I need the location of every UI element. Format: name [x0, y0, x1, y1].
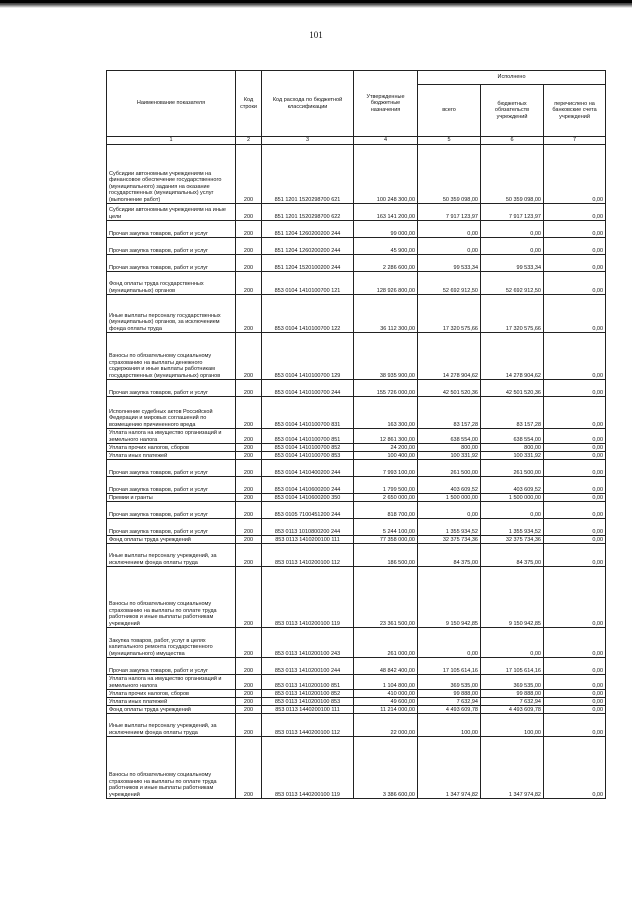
- row-approved-cell: 22 000,00: [354, 714, 418, 737]
- row-code-cell: 853 0113 1010800200 244: [262, 519, 354, 536]
- row-transferred-cell: 0,00: [544, 477, 606, 494]
- table-row: [107, 737, 606, 799]
- table-row: [107, 567, 606, 628]
- row-obligations-cell: 100,00: [481, 714, 544, 737]
- row-obligations-cell: 369 535,00: [481, 675, 544, 690]
- row-total-cell: 99 888,00: [418, 690, 481, 698]
- row-total-cell: 0,00: [418, 502, 481, 519]
- row-code-cell: 853 0113 1440200100 112: [262, 714, 354, 737]
- row-transferred-cell: 0,00: [544, 221, 606, 238]
- row-total-cell: 1 500 000,00: [418, 494, 481, 502]
- row-transferred-cell: 0,00: [544, 460, 606, 477]
- row-total-cell: 261 500,00: [418, 460, 481, 477]
- row-total-cell: 99 533,34: [418, 255, 481, 272]
- row-approved-cell: 36 112 300,00: [354, 295, 418, 333]
- row-approved-cell: 77 358 000,00: [354, 536, 418, 544]
- table-row: [107, 333, 606, 380]
- row-name-cell: Уплата иных платежей: [107, 698, 236, 706]
- row-obligations-cell: 0,00: [481, 628, 544, 658]
- row-transferred-cell: 0,00: [544, 494, 606, 502]
- row-transferred-cell: 0,00: [544, 272, 606, 295]
- row-line-cell: 200: [236, 429, 262, 444]
- row-obligations-cell: 99 888,00: [481, 690, 544, 698]
- row-obligations-cell: 83 157,28: [481, 397, 544, 429]
- row-line-cell: 200: [236, 706, 262, 714]
- row-transferred-cell: 0,00: [544, 536, 606, 544]
- row-obligations-cell: 17 105 614,16: [481, 658, 544, 675]
- row-approved-cell: 410 000,00: [354, 690, 418, 698]
- table-row: [107, 544, 606, 567]
- row-code-cell: 853 0113 1410200100 243: [262, 628, 354, 658]
- row-transferred-cell: 0,00: [544, 429, 606, 444]
- table-row: [107, 690, 606, 698]
- row-transferred-cell: 0,00: [544, 698, 606, 706]
- row-total-cell: 1 347 974,82: [418, 737, 481, 799]
- column-index: 7: [544, 137, 606, 145]
- row-approved-cell: 2 286 600,00: [354, 255, 418, 272]
- row-name-cell: Иные выплаты персоналу учреждений, за исключением фонда оплаты труда: [107, 544, 236, 567]
- row-approved-cell: 261 000,00: [354, 628, 418, 658]
- row-total-cell: 32 375 734,36: [418, 536, 481, 544]
- row-obligations-cell: 638 554,00: [481, 429, 544, 444]
- row-line-cell: 200: [236, 714, 262, 737]
- row-approved-cell: 186 500,00: [354, 544, 418, 567]
- row-line-cell: 200: [236, 477, 262, 494]
- row-obligations-cell: 1 500 000,00: [481, 494, 544, 502]
- table-row: [107, 255, 606, 272]
- row-name-cell: Прочая закупка товаров, работ и услуг: [107, 238, 236, 255]
- row-obligations-cell: 99 533,34: [481, 255, 544, 272]
- row-obligations-cell: 7 917 123,97: [481, 204, 544, 221]
- row-name-cell: Иные выплаты персоналу учреждений, за исключением фонда оплаты труда: [107, 714, 236, 737]
- row-approved-cell: 7 993 100,00: [354, 460, 418, 477]
- row-transferred-cell: 0,00: [544, 690, 606, 698]
- row-line-cell: 200: [236, 397, 262, 429]
- header-transferred: перечислено на банковские счета учреждений: [544, 85, 606, 137]
- row-line-cell: 200: [236, 444, 262, 452]
- row-approved-cell: 163 300,00: [354, 397, 418, 429]
- row-obligations-cell: 17 320 575,66: [481, 295, 544, 333]
- row-code-cell: 853 0104 1410100700 852: [262, 444, 354, 452]
- budget-execution-table: [106, 70, 606, 799]
- row-transferred-cell: 0,00: [544, 737, 606, 799]
- row-approved-cell: 24 200,00: [354, 444, 418, 452]
- row-name-cell: Фонд оплаты труда государственных (муниципальных) органов: [107, 272, 236, 295]
- row-total-cell: 369 535,00: [418, 675, 481, 690]
- row-approved-cell: 163 141 200,00: [354, 204, 418, 221]
- row-transferred-cell: 0,00: [544, 675, 606, 690]
- table-row: [107, 536, 606, 544]
- row-total-cell: 7 632,94: [418, 698, 481, 706]
- row-approved-cell: 818 700,00: [354, 502, 418, 519]
- row-total-cell: 0,00: [418, 221, 481, 238]
- row-obligations-cell: 0,00: [481, 502, 544, 519]
- table-row: [107, 452, 606, 460]
- row-name-cell: Прочая закупка товаров, работ и услуг: [107, 502, 236, 519]
- table-row: [107, 502, 606, 519]
- row-total-cell: 4 493 609,78: [418, 706, 481, 714]
- row-name-cell: Уплата налога на имущество организаций и земельного налога: [107, 429, 236, 444]
- row-code-cell: 853 0104 1410100700 853: [262, 452, 354, 460]
- row-name-cell: Закупка товаров, работ, услуг в целях капитального ремонта государственного (муниципального) имущества: [107, 628, 236, 658]
- column-index: 3: [262, 137, 354, 145]
- table-row: [107, 519, 606, 536]
- row-transferred-cell: 0,00: [544, 444, 606, 452]
- row-line-cell: 200: [236, 272, 262, 295]
- row-transferred-cell: 0,00: [544, 544, 606, 567]
- table-row: [107, 477, 606, 494]
- row-name-cell: Уплата иных платежей: [107, 452, 236, 460]
- row-code-cell: 853 0104 1410400200 244: [262, 460, 354, 477]
- header-line-code: Код строки: [236, 71, 262, 137]
- row-name-cell: Прочая закупка товаров, работ и услуг: [107, 519, 236, 536]
- row-obligations-cell: 0,00: [481, 238, 544, 255]
- table-row: [107, 238, 606, 255]
- row-name-cell: Прочая закупка товаров, работ и услуг: [107, 658, 236, 675]
- header-obligations: бюджетных обязательств учреждений: [481, 85, 544, 137]
- column-index-row: [107, 137, 606, 145]
- row-name-cell: Прочая закупка товаров, работ и услуг: [107, 255, 236, 272]
- row-code-cell: 853 0113 1410200100 853: [262, 698, 354, 706]
- row-total-cell: 9 150 942,85: [418, 567, 481, 628]
- row-approved-cell: 155 726 000,00: [354, 380, 418, 397]
- row-obligations-cell: 32 375 734,36: [481, 536, 544, 544]
- row-total-cell: 52 692 912,50: [418, 272, 481, 295]
- row-total-cell: 1 355 934,52: [418, 519, 481, 536]
- row-line-cell: 200: [236, 544, 262, 567]
- table-row: [107, 706, 606, 714]
- row-line-cell: 200: [236, 460, 262, 477]
- row-code-cell: 853 0104 1410100700 851: [262, 429, 354, 444]
- row-total-cell: 17 320 575,66: [418, 295, 481, 333]
- column-index: 6: [481, 137, 544, 145]
- row-name-cell: Уплата налога на имущество организаций и земельного налога: [107, 675, 236, 690]
- row-obligations-cell: 52 692 912,50: [481, 272, 544, 295]
- row-obligations-cell: 1 347 974,82: [481, 737, 544, 799]
- row-line-cell: 200: [236, 536, 262, 544]
- row-name-cell: Взносы по обязательному социальному страхованию на выплаты по оплате труда работников и иные выплаты работникам учреждений: [107, 567, 236, 628]
- row-transferred-cell: 0,00: [544, 380, 606, 397]
- row-total-cell: 100 331,92: [418, 452, 481, 460]
- row-approved-cell: 45 900,00: [354, 238, 418, 255]
- row-obligations-cell: 403 609,52: [481, 477, 544, 494]
- column-index: 2: [236, 137, 262, 145]
- row-obligations-cell: 9 150 942,85: [481, 567, 544, 628]
- page-number: 101: [309, 30, 323, 40]
- row-code-cell: 853 0113 1410200100 852: [262, 690, 354, 698]
- row-name-cell: Прочая закупка товаров, работ и услуг: [107, 221, 236, 238]
- column-index: 5: [418, 137, 481, 145]
- row-name-cell: Фонд оплаты труда учреждений: [107, 706, 236, 714]
- table-row: [107, 714, 606, 737]
- row-approved-cell: 99 000,00: [354, 221, 418, 238]
- row-line-cell: 200: [236, 737, 262, 799]
- row-line-cell: 200: [236, 502, 262, 519]
- header-executed: Исполнено: [418, 71, 606, 85]
- row-total-cell: 800,00: [418, 444, 481, 452]
- row-code-cell: 853 0104 1410100700 129: [262, 333, 354, 380]
- row-total-cell: 14 278 904,62: [418, 333, 481, 380]
- row-total-cell: 403 609,52: [418, 477, 481, 494]
- row-code-cell: 851 1204 1260200200 244: [262, 221, 354, 238]
- row-approved-cell: 1 104 800,00: [354, 675, 418, 690]
- row-code-cell: 851 1201 1520298700 622: [262, 204, 354, 221]
- row-total-cell: 638 554,00: [418, 429, 481, 444]
- row-line-cell: 200: [236, 628, 262, 658]
- table-row: [107, 658, 606, 675]
- row-approved-cell: 1 799 500,00: [354, 477, 418, 494]
- row-line-cell: 200: [236, 698, 262, 706]
- row-code-cell: 853 0104 1410100700 122: [262, 295, 354, 333]
- row-code-cell: 853 0105 7100451200 244: [262, 502, 354, 519]
- header-approved: Утвержденные бюджетные назначения: [354, 71, 418, 137]
- row-transferred-cell: 0,00: [544, 333, 606, 380]
- row-total-cell: 7 917 123,97: [418, 204, 481, 221]
- row-code-cell: 853 0104 1410100700 831: [262, 397, 354, 429]
- table-row: [107, 429, 606, 444]
- table-row: [107, 380, 606, 397]
- row-transferred-cell: 0,00: [544, 397, 606, 429]
- row-total-cell: 100,00: [418, 714, 481, 737]
- row-name-cell: Иные выплаты персоналу государственных (муниципальных) органов, за исключением фонда оплаты труда: [107, 295, 236, 333]
- row-code-cell: 853 0104 1410600200 244: [262, 477, 354, 494]
- row-approved-cell: 12 861 300,00: [354, 429, 418, 444]
- row-total-cell: 50 359 098,00: [418, 145, 481, 204]
- row-obligations-cell: 7 632,94: [481, 698, 544, 706]
- row-transferred-cell: 0,00: [544, 714, 606, 737]
- row-line-cell: 200: [236, 567, 262, 628]
- row-transferred-cell: 0,00: [544, 567, 606, 628]
- row-approved-cell: 100 400,00: [354, 452, 418, 460]
- row-name-cell: Уплата прочих налогов, сборов: [107, 444, 236, 452]
- row-code-cell: 851 1204 1260200200 244: [262, 238, 354, 255]
- row-code-cell: 853 0104 1410100700 121: [262, 272, 354, 295]
- row-name-cell: Прочая закупка товаров, работ и услуг: [107, 477, 236, 494]
- row-transferred-cell: 0,00: [544, 238, 606, 255]
- row-transferred-cell: 0,00: [544, 658, 606, 675]
- row-code-cell: 853 0113 1410200100 112: [262, 544, 354, 567]
- table-body: [107, 145, 606, 799]
- table-row: [107, 397, 606, 429]
- row-line-cell: 200: [236, 333, 262, 380]
- row-line-cell: 200: [236, 690, 262, 698]
- row-name-cell: Премии и гранты: [107, 494, 236, 502]
- row-obligations-cell: 42 501 520,36: [481, 380, 544, 397]
- column-index: 1: [107, 137, 236, 145]
- column-index: 4: [354, 137, 418, 145]
- row-approved-cell: 11 214 000,00: [354, 706, 418, 714]
- row-name-cell: Уплата прочих налогов, сборов: [107, 690, 236, 698]
- row-code-cell: 853 0104 1410600200 350: [262, 494, 354, 502]
- row-line-cell: 200: [236, 145, 262, 204]
- table-row: [107, 295, 606, 333]
- row-obligations-cell: 0,00: [481, 221, 544, 238]
- row-total-cell: 0,00: [418, 238, 481, 255]
- row-transferred-cell: 0,00: [544, 452, 606, 460]
- row-name-cell: Субсидии автономным учреждениям на иные цели: [107, 204, 236, 221]
- row-code-cell: 853 0113 1440200100 119: [262, 737, 354, 799]
- row-name-cell: Фонд оплаты труда учреждений: [107, 536, 236, 544]
- row-name-cell: Прочая закупка товаров, работ и услуг: [107, 460, 236, 477]
- row-obligations-cell: 4 493 609,78: [481, 706, 544, 714]
- header-name: Наименование показателя: [107, 71, 236, 137]
- scan-top-edge: [0, 0, 632, 8]
- row-name-cell: Взносы по обязательному социальному страхованию на выплаты денежного содержания и иные выплаты работникам государственных (муниципальных) органов: [107, 333, 236, 380]
- row-obligations-cell: 84 375,00: [481, 544, 544, 567]
- row-line-cell: 200: [236, 494, 262, 502]
- row-transferred-cell: 0,00: [544, 502, 606, 519]
- row-code-cell: 853 0113 1410200100 244: [262, 658, 354, 675]
- row-obligations-cell: 14 278 904,62: [481, 333, 544, 380]
- row-code-cell: 853 0113 1410200100 119: [262, 567, 354, 628]
- row-line-cell: 200: [236, 452, 262, 460]
- row-code-cell: 853 0113 1410200100 111: [262, 536, 354, 544]
- row-approved-cell: 128 926 800,00: [354, 272, 418, 295]
- row-approved-cell: 5 244 100,00: [354, 519, 418, 536]
- row-transferred-cell: 0,00: [544, 628, 606, 658]
- table-row: [107, 494, 606, 502]
- row-obligations-cell: 800,00: [481, 444, 544, 452]
- row-transferred-cell: 0,00: [544, 204, 606, 221]
- row-line-cell: 200: [236, 295, 262, 333]
- row-name-cell: Прочая закупка товаров, работ и услуг: [107, 380, 236, 397]
- row-line-cell: 200: [236, 255, 262, 272]
- table-row: [107, 460, 606, 477]
- row-line-cell: 200: [236, 221, 262, 238]
- row-obligations-cell: 100 331,92: [481, 452, 544, 460]
- row-transferred-cell: 0,00: [544, 706, 606, 714]
- row-approved-cell: 49 600,00: [354, 698, 418, 706]
- row-name-cell: Исполнение судебных актов Российской Федерации и мировых соглашений по возмещению причиненного вреда: [107, 397, 236, 429]
- row-code-cell: 853 0113 1410200100 851: [262, 675, 354, 690]
- table-row: [107, 444, 606, 452]
- row-line-cell: 200: [236, 204, 262, 221]
- row-approved-cell: 38 935 900,00: [354, 333, 418, 380]
- row-name-cell: Субсидии автономным учреждениям на финансовое обеспечение государственного (муниципального) задания на оказание государственных (муниципальных) услуг (выполнение работ): [107, 145, 236, 204]
- row-approved-cell: 48 842 400,00: [354, 658, 418, 675]
- row-approved-cell: 100 248 300,00: [354, 145, 418, 204]
- header-budget-code: Код расхода по бюджетной классификации: [262, 71, 354, 137]
- row-code-cell: 853 0104 1410100700 244: [262, 380, 354, 397]
- row-obligations-cell: 261 500,00: [481, 460, 544, 477]
- row-name-cell: Взносы по обязательному социальному страхованию на выплаты по оплате труда работников и иные выплаты работникам учреждений: [107, 737, 236, 799]
- row-transferred-cell: 0,00: [544, 255, 606, 272]
- row-total-cell: 84 375,00: [418, 544, 481, 567]
- row-obligations-cell: 50 359 098,00: [481, 145, 544, 204]
- row-code-cell: 853 0113 1440200100 111: [262, 706, 354, 714]
- table-row: [107, 675, 606, 690]
- header-total: всего: [418, 85, 481, 137]
- row-total-cell: 83 157,28: [418, 397, 481, 429]
- table-row: [107, 272, 606, 295]
- row-approved-cell: 23 361 500,00: [354, 567, 418, 628]
- row-line-cell: 200: [236, 675, 262, 690]
- row-total-cell: 17 105 614,16: [418, 658, 481, 675]
- table-row: [107, 628, 606, 658]
- row-approved-cell: 2 650 000,00: [354, 494, 418, 502]
- row-code-cell: 851 1204 1520100200 244: [262, 255, 354, 272]
- row-transferred-cell: 0,00: [544, 295, 606, 333]
- table-row: [107, 145, 606, 204]
- row-line-cell: 200: [236, 380, 262, 397]
- table-row: [107, 698, 606, 706]
- row-line-cell: 200: [236, 658, 262, 675]
- row-approved-cell: 3 386 600,00: [354, 737, 418, 799]
- row-obligations-cell: 1 355 934,52: [481, 519, 544, 536]
- row-code-cell: 851 1201 1520298700 621: [262, 145, 354, 204]
- row-line-cell: 200: [236, 238, 262, 255]
- row-total-cell: 42 501 520,36: [418, 380, 481, 397]
- table-row: [107, 204, 606, 221]
- table-row: [107, 221, 606, 238]
- row-transferred-cell: 0,00: [544, 145, 606, 204]
- row-line-cell: 200: [236, 519, 262, 536]
- row-total-cell: 0,00: [418, 628, 481, 658]
- row-transferred-cell: 0,00: [544, 519, 606, 536]
